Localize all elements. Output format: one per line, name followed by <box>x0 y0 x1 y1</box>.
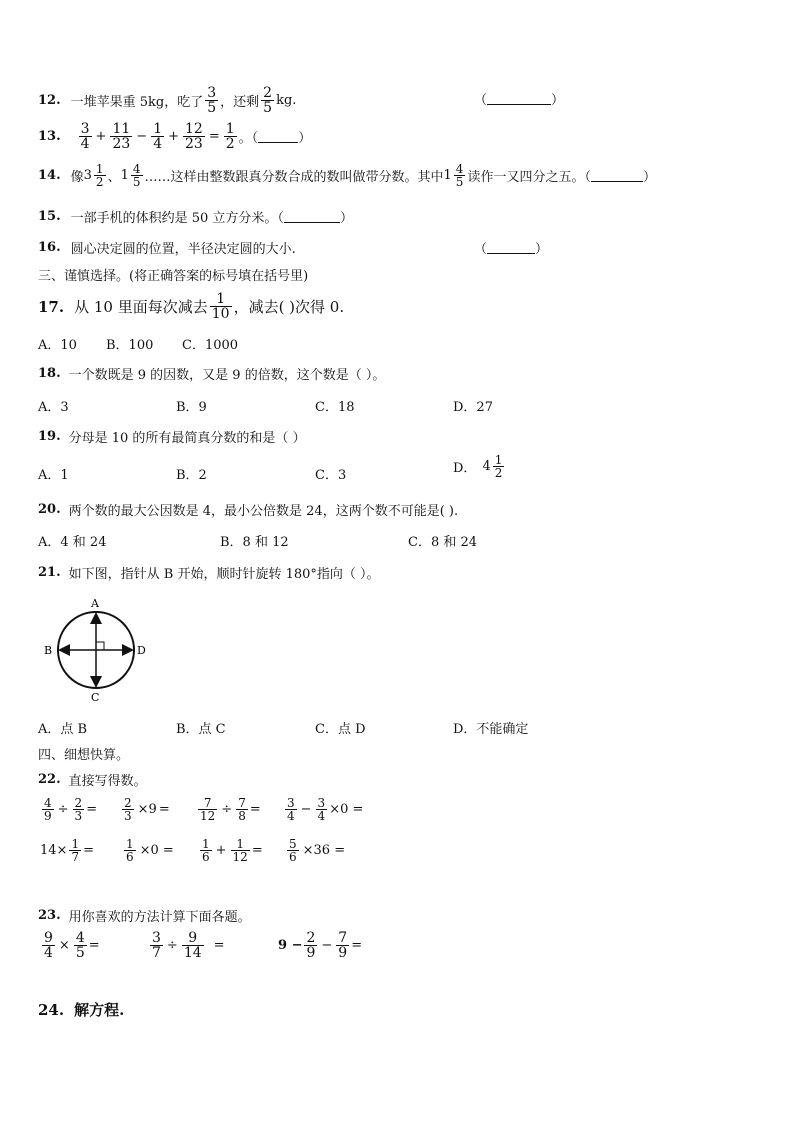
option[interactable]: D．27 <box>453 400 493 415</box>
question-21: 21. 如下图，指针从 B 开始，顺时针旋转 180°指向（ ）。 <box>38 565 380 582</box>
question-number: 13. <box>38 129 61 144</box>
label-d: D <box>137 644 146 657</box>
question-number: 15. <box>38 209 61 224</box>
question-13: 13. $\frac{3}{4}$ + $\frac{11}{23}$ − $\frac{1}{4}$ + $\frac{12}{23}$ = $\frac{1}{2}$ 。（ ） <box>38 121 312 152</box>
answer-blank[interactable] <box>284 210 340 223</box>
fraction: $\frac{1}{2}$ <box>225 121 235 152</box>
right-angle-mark <box>96 642 104 650</box>
mixed-number: 4 $\frac{1}{2}$ <box>482 453 503 480</box>
option[interactable]: A．4 和 24 <box>38 535 107 550</box>
question-text: ，还剩 <box>220 95 260 110</box>
question-number: 18. <box>38 366 61 381</box>
question-18: 18. 一个数既是 9 的因数，又是 9 的倍数，这个数是（ ）。 <box>38 366 386 383</box>
question-15: 15. 一部手机的体积约是 50 立方分米。（ ） <box>38 209 353 226</box>
option[interactable]: B．100 <box>106 338 154 353</box>
question-number: 21. <box>38 565 61 580</box>
question-24: 24. 解方程. <box>38 1000 125 1019</box>
question-number: 22. <box>38 772 61 787</box>
expression: $\frac{9}{4}$ × $\frac{4}{5}$ = <box>44 930 100 961</box>
fraction: $\frac{2}{5}$ <box>263 85 273 116</box>
question-number: 20. <box>38 502 61 517</box>
expression: $\frac{3}{4}$ − $\frac{3}{4}$ ×0 = <box>287 796 364 823</box>
section-heading: 四、细想快算。 <box>38 748 130 763</box>
question-text: kg. <box>276 93 297 108</box>
fraction: $\frac{1}{10}$ <box>211 291 230 322</box>
option[interactable]: A．1 <box>38 468 69 483</box>
question-number: 14. <box>38 168 61 183</box>
mixed-number: 1 $\frac{4}{5}$ <box>443 162 464 189</box>
expression: 14× $\frac{1}{7}$ = <box>40 837 94 864</box>
option[interactable]: B．2 <box>176 468 207 483</box>
question-22: 22. 直接写得数。 <box>38 772 147 789</box>
question-number: 12. <box>38 93 61 108</box>
answer-blank[interactable] <box>258 130 298 143</box>
option[interactable]: C．1000 <box>182 338 239 353</box>
fraction: $\frac{3}{4}$ <box>80 121 90 152</box>
answer-blank[interactable]: （ ） <box>474 93 565 108</box>
question-number: 23. <box>38 908 61 923</box>
option[interactable]: D．不能确定 <box>453 722 529 737</box>
label-b: B <box>44 644 53 657</box>
option[interactable]: C．18 <box>315 400 355 415</box>
fraction: $\frac{11}{23}$ <box>112 121 131 152</box>
label-c: C <box>91 691 100 704</box>
expression: $\frac{5}{6}$ ×36 = <box>289 837 346 864</box>
section-heading: 三、谨慎选择。(将正确答案的标号填在括号里) <box>38 269 309 284</box>
option[interactable]: A．3 <box>38 400 69 415</box>
question-16: 16. 圆心决定圆的位置，半径决定圆的大小. <box>38 240 296 257</box>
question-number: 24. <box>38 1000 65 1019</box>
question-23: 23. 用你喜欢的方法计算下面各题。 <box>38 908 251 925</box>
option[interactable]: D． 4 $\frac{1}{2}$ <box>453 454 506 479</box>
option[interactable]: A．10 <box>38 338 77 353</box>
expression: $\frac{1}{6}$ + $\frac{1}{12}$ = <box>202 837 263 864</box>
label-a: A <box>91 597 99 610</box>
clock-dial-diagram <box>40 595 152 705</box>
answer-blank[interactable] <box>591 169 643 182</box>
answer-blank[interactable]: （ ） <box>474 242 549 257</box>
question-17: 17. 从 10 里面每次减去 $\frac{1}{10}$ ，减去( )次得 0. <box>38 291 345 322</box>
expression: $\frac{2}{3}$ ×9 = <box>124 796 170 823</box>
option[interactable]: C．3 <box>315 468 347 483</box>
expression: $\frac{1}{6}$ ×0 = <box>126 837 174 864</box>
option[interactable]: B．9 <box>176 400 207 415</box>
fraction: $\frac{3}{5}$ <box>207 85 217 116</box>
expression: 9 − $\frac{2}{9}$ − $\frac{7}{9}$ = <box>278 930 363 961</box>
fraction: $\frac{12}{23}$ <box>185 121 203 152</box>
expression: $\frac{4}{9}$ ÷ $\frac{2}{3}$ = <box>44 796 98 823</box>
expression: $\frac{7}{12}$ ÷ $\frac{7}{8}$ = <box>200 796 261 823</box>
question-19: 19. 分母是 10 的所有最简真分数的和是（ ） <box>38 429 306 446</box>
option[interactable]: C．点 D <box>315 722 366 737</box>
expression: $\frac{3}{7}$ ÷ $\frac{9}{14}$ = <box>152 930 225 961</box>
fraction: $\frac{1}{4}$ <box>153 121 163 152</box>
question-text: 一堆苹果重 5kg，吃了 <box>70 95 204 110</box>
option[interactable]: A．点 B <box>38 722 88 737</box>
question-20: 20. 两个数的最大公因数是 4，最小公倍数是 24，这两个数不可能是( ). <box>38 502 459 519</box>
question-number: 17. <box>38 297 65 316</box>
option[interactable]: B．点 C <box>176 722 226 737</box>
question-number: 16. <box>38 240 61 255</box>
question-number: 19. <box>38 429 61 444</box>
question-12 <box>38 86 296 115</box>
mixed-number: 1 $\frac{4}{5}$ <box>120 162 141 189</box>
option[interactable]: B．8 和 12 <box>220 535 289 550</box>
question-14: 14. 像 3 $\frac{1}{2}$ 、 1 $\frac{4}{5}$ ……这样由整数跟真分数合成的数叫做带分数。其中 1 $\frac{4}{5}$ 读作一又四分之五。（ ） <box>38 162 656 189</box>
mixed-number: 3 $\frac{1}{2}$ <box>83 162 104 189</box>
option[interactable]: C．8 和 24 <box>408 535 478 550</box>
